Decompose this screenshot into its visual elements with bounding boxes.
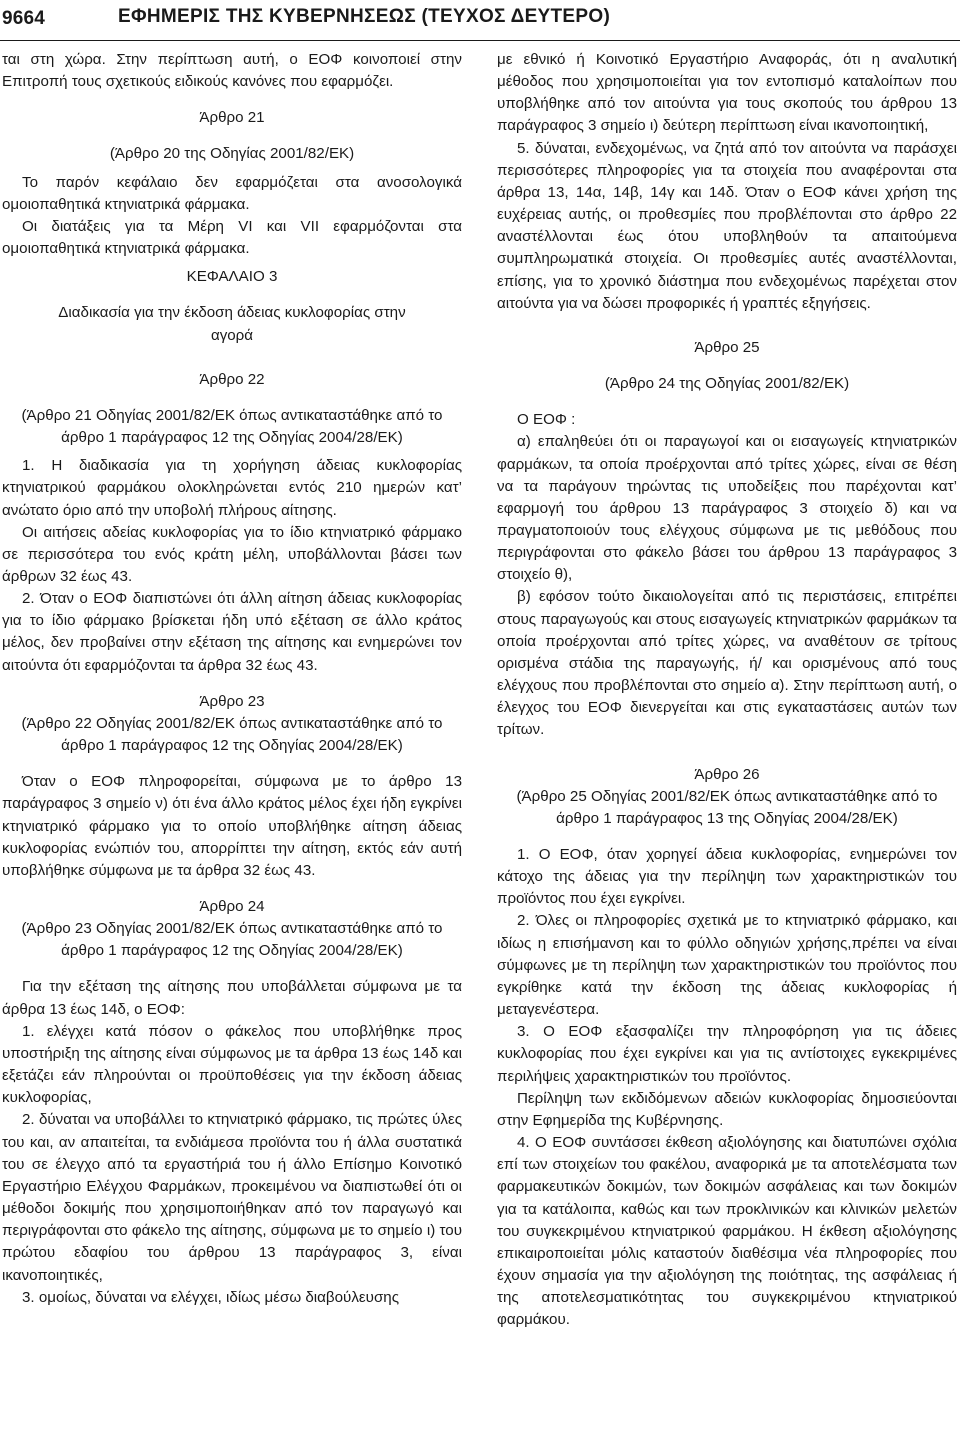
paragraph: ται στη χώρα. Στην περίπτωση αυτή, ο ΕΟΦ κοινοποιεί στην Επιτροπή τους σχετικούς ειδικούς κανόνες που εφαρμόζει. xyxy=(2,51,462,91)
article-heading: Άρθρο 26 xyxy=(694,765,760,783)
article-source: (Άρθρο 22 Οδηγίας 2001/82/ΕΚ όπως αντικαταστάθηκε από το άρθρο 1 παράγραφος 12 της Οδηγίας 2004/28/ΕΚ) xyxy=(21,714,443,755)
paragraph: 1. Η διαδικασία για τη χορήγηση άδειας κυκλοφορίας κτηνιατρικού φαρμάκου ολοκληρώνεται εντός 210 ημερών κατ’ ανώτατο όριο από την υποβολή πλήρους αίτησης. xyxy=(2,457,462,519)
paragraph: 2. Όταν ο ΕΟΦ διαπιστώνει ότι άλλη αίτηση άδειας κυκλοφορίας για το ίδιο φάρμακο βρίσκεται ήδη υπό εξέταση σε άλλο κράτος μέλος, δεν προβαίνει στην εξέταση της αίτησης και ενημερώνει τον αιτούντα ότι εφαρμόζονται τα άρθρα 32 έως 43. xyxy=(2,590,462,674)
paragraph: Οι αιτήσεις αδείας κυκλοφορίας για το ίδιο κτηνιατρικό φάρμακο σε περισσότερα του ενός κράτη μέλη, υποβάλλονται βάσει των άρθρων 32 έως 43. xyxy=(2,523,462,585)
paragraph: 3. Ο ΕΟΦ εξασφαλίζει την πληροφόρηση για τις άδειες κυκλοφορίας που έχει εγκρίνει και για τις αντίστοιχες εγκεκριμένες περιλήψεις χαρακτηριστικών του προϊόντος. xyxy=(497,1023,957,1085)
article-source: (Άρθρο 21 Οδηγίας 2001/82/ΕΚ όπως αντικαταστάθηκε από το άρθρο 1 παράγραφος 12 της Οδηγίας 2004/28/ΕΚ) xyxy=(21,406,443,447)
left-column xyxy=(2,49,462,1309)
paragraph: με εθνικό ή Κοινοτικό Εργαστήριο Αναφοράς, ότι η αναλυτική μέθοδος που χρησιμοποιείται για τον εντοπισμό καταλοίπων που υποβλήθηκε από τον αιτούντα για τους σκοπούς του άρθρου 13 παράγραφος 3 σημείο ι) δεύτερη περίπτωση είναι ικανοποιητική, xyxy=(497,51,957,135)
chapter-heading: ΚΕΦΑΛΑΙΟ 3 xyxy=(186,268,278,286)
article-source: (Άρθρο 20 της Οδηγίας 2001/82/ΕΚ) xyxy=(109,145,355,163)
paragraph: 1. ελέγχει κατά πόσον ο φάκελος που υποβλήθηκε προς υποστήριξη της αίτησης είναι σύμφωνος με τα άρθρα 13 έως 14δ και εξετάζει εάν πληρούνται οι προϋποθέσεις για την έκδοση άδειας κυκλοφορίας, xyxy=(2,1022,462,1107)
article-source: (Άρθρο 25 Οδηγίας 2001/82/ΕΚ όπως αντικαταστάθηκε από το άρθρο 1 παράγραφος 13 της Οδηγίας 2004/28/ΕΚ) xyxy=(516,787,938,827)
article-heading: Άρθρο 23 xyxy=(199,692,265,710)
paragraph: Οι διατάξεις για τα Μέρη VI και VII εφαρμόζονται στα ομοιοπαθητικά κτηνιατρικά φάρμακα. xyxy=(2,217,462,258)
right-column xyxy=(497,49,957,1331)
article-source: (Άρθρο 23 Οδηγίας 2001/82/ΕΚ όπως αντικαταστάθηκε από το άρθρο 1 παράγραφος 12 της Οδηγίας 2004/28/ΕΚ) xyxy=(21,920,443,960)
paragraph: α) επαληθεύει ότι οι παραγωγοί και οι εισαγωγείς κτηνιατρικών φαρμάκων, τα οποία προέρχονται από τρίτες χώρες, είναι σε θέση να τα παράγουν τηρώντας τις υποδείξεις που παρέχονται κατ’ εφαρμογή του άρθρου 13 παράγραφος 3 στοιχείο δ) και να πραγματοποιούν τους ελέγχους σύμφωνα με τις μεθόδους που περιγράφονται στο φάκελο βάσει του άρθρου 13 παράγραφος 3 στοιχείο θ), xyxy=(497,433,957,584)
page-header xyxy=(0,0,960,38)
article-heading: Άρθρο 25 xyxy=(694,338,760,356)
paragraph: 3. ομοίως, δύναται να ελέγχει, ιδίως μέσω διαβούλευσης xyxy=(22,1288,400,1306)
paragraph: 5. δύναται, ενδεχομένως, να ζητά από τον αιτούντα να παράσχει περισσότερες πληροφορίες για τα στοιχεία που αναφέρονται στα άρθρα 13, 14α, 14β, 14γ και 14δ. Όταν ο ΕΟΦ κάνει χρήση της ευχέρειας αυτής, οι προθεσμίες που προβλέπονται στο άρθρο 22 αναστέλλονται έως ότου υποβληθούν τα απαιτούμενα συμπληρωματικά στοιχεία. Οι προθεσμίες αυτές αναστέλλονται, επίσης, για το χρονικό διάστημα που ενδεχομένως παρέχεται στον αιτούντα για να δώσει προφορικές ή γραπτές εξηγήσεις. xyxy=(497,139,957,312)
paragraph: 2. Όλες οι πληροφορίες σχετικά με το κτηνιατρικό φάρμακο, και ιδίως η επισήμανση και το φύλλο οδηγιών χρήσης,πρέπει να είναι σύμφωνες με τη περίληψη των χαρακτηριστικών του προϊόντος που εγκρίθηκε κατά την έκδοση της άδειας κυκλοφορίας ή μεταγενέστερα. xyxy=(497,912,957,1019)
paragraph: 4. Ο ΕΟΦ συντάσσει έκθεση αξιολόγησης και διατυπώνει σχόλια επί των στοιχείων του φακέλου, αναφορικά με τα αποτελέσματα των φαρμακευτικών δοκιμών, των δοκιμών ασφάλειας και των δοκιμών για τα κατάλοιπα, καθώς και των προκλινικών και κλινικών μελετών του συγκεκριμένου κτηνιατρικού φαρμάκου. Η έκθεση αξιολόγησης επικαιροποιείται μόλις καταστούν διαθέσιμα νέα πληροφορίες που έχουν σημασία για την αξιολόγηση της ποιότητας, της ασφάλειας ή της αποτελεσματικότητας του συγκεκριμένου κτηνιατρικού φαρμάκου. xyxy=(497,1134,957,1329)
paragraph: Όταν ο ΕΟΦ πληροφορείται, σύμφωνα με το άρθρο 13 παράγραφος 3 σημείο ν) ότι ένα άλλο κράτος μέλος έχει ήδη εγκρίνει κτηνιατρικό φάρμακο για το οποίο υποβλήθηκε αίτηση άδειας κυκλοφορίας ενώπιόν του, απορρίπτει την αίτηση, εκτός εάν αυτή υποβλήθηκε σύμφωνα με τα άρθρα 32 έως 43. xyxy=(2,773,462,879)
paragraph: Περίληψη των εκδιδόμενων αδειών κυκλοφορίας δημοσιεύονται στην Εφημερίδα της Κυβέρνησης. xyxy=(497,1089,957,1129)
paragraph: 2. δύναται να υποβάλλει το κτηνιατρικό φάρμακο, τις πρώτες ύλες του και, αν απαιτείται, τα ενδιάμεσα προϊόντα του ή άλλα συστατικά του σε έλεγχο από τα εργαστήριά του ή άλλο Επίσημο Κοινοτικό Εργαστήριο Ελέγχου Φαρμάκων, προκειμένου να διαπιστωθεί ότι οι μέθοδοι δοκιμής που χρησιμοποιήθηκαν από τον παραγωγό και περιγράφονται στο φάκελο της αίτησης, σύμφωνα με το σημείο ι) του πρώτου εδαφίου του άρθρου 13 παράγραφος 3, είναι ικανοποιητικές, xyxy=(2,1111,462,1284)
header-rule xyxy=(0,40,960,41)
paragraph: Για την εξέταση της αίτησης που υποβάλλεται σύμφωνα με τα άρθρα 13 έως 14δ, ο ΕΟΦ: xyxy=(2,978,462,1018)
article-heading: Άρθρο 22 xyxy=(199,370,265,388)
article-heading: Άρθρο 21 xyxy=(199,109,265,127)
paragraph: 1. Ο ΕΟΦ, όταν χορηγεί άδεια κυκλοφορίας, ενημερώνει τον κάτοχο της άδειας για την περίληψη των χαρακτηριστικών του προϊόντος που έχει εγκρίνει. xyxy=(497,846,957,908)
page-number: 9664 xyxy=(2,8,46,29)
article-source: (Άρθρο 24 της Οδηγίας 2001/82/ΕΚ) xyxy=(604,375,850,393)
paragraph: β) εφόσον τούτο δικαιολογείται από τις περιστάσεις, επιτρέπει στους παραγωγούς και στους εισαγωγείς κτηνιατρικών φαρμάκων τα οποία προέρχονται από τρίτες χώρες, να αναθέτουν σε τρίτους ορισμένα στάδια της παραγωγής, ή/ και ορισμένους από τους ελέγχους που προβλέπονται στο σημείο α). Στην περίπτωση αυτή, ο έλεγχος του ΕΟΦ διενεργείται και στις εγκαταστάσεις αυτών των τρίτων. xyxy=(497,588,957,739)
chapter-title: Διαδικασία για την έκδοση άδειας κυκλοφορίας στην αγορά xyxy=(58,304,406,344)
paragraph: Ο ΕΟΦ : xyxy=(517,411,576,429)
running-title: ΕΦΗΜΕΡΙΣ ΤΗΣ ΚΥΒΕΡΝΗΣΕΩΣ (ΤΕΥΧΟΣ ΔΕΥΤΕΡΟ) xyxy=(118,6,611,27)
paragraph: Το παρόν κεφάλαιο δεν εφαρμόζεται στα ανοσολογικά ομοιοπαθητικά κτηνιατρικά φάρμακα. xyxy=(2,173,462,213)
article-heading: Άρθρο 24 xyxy=(199,898,265,915)
